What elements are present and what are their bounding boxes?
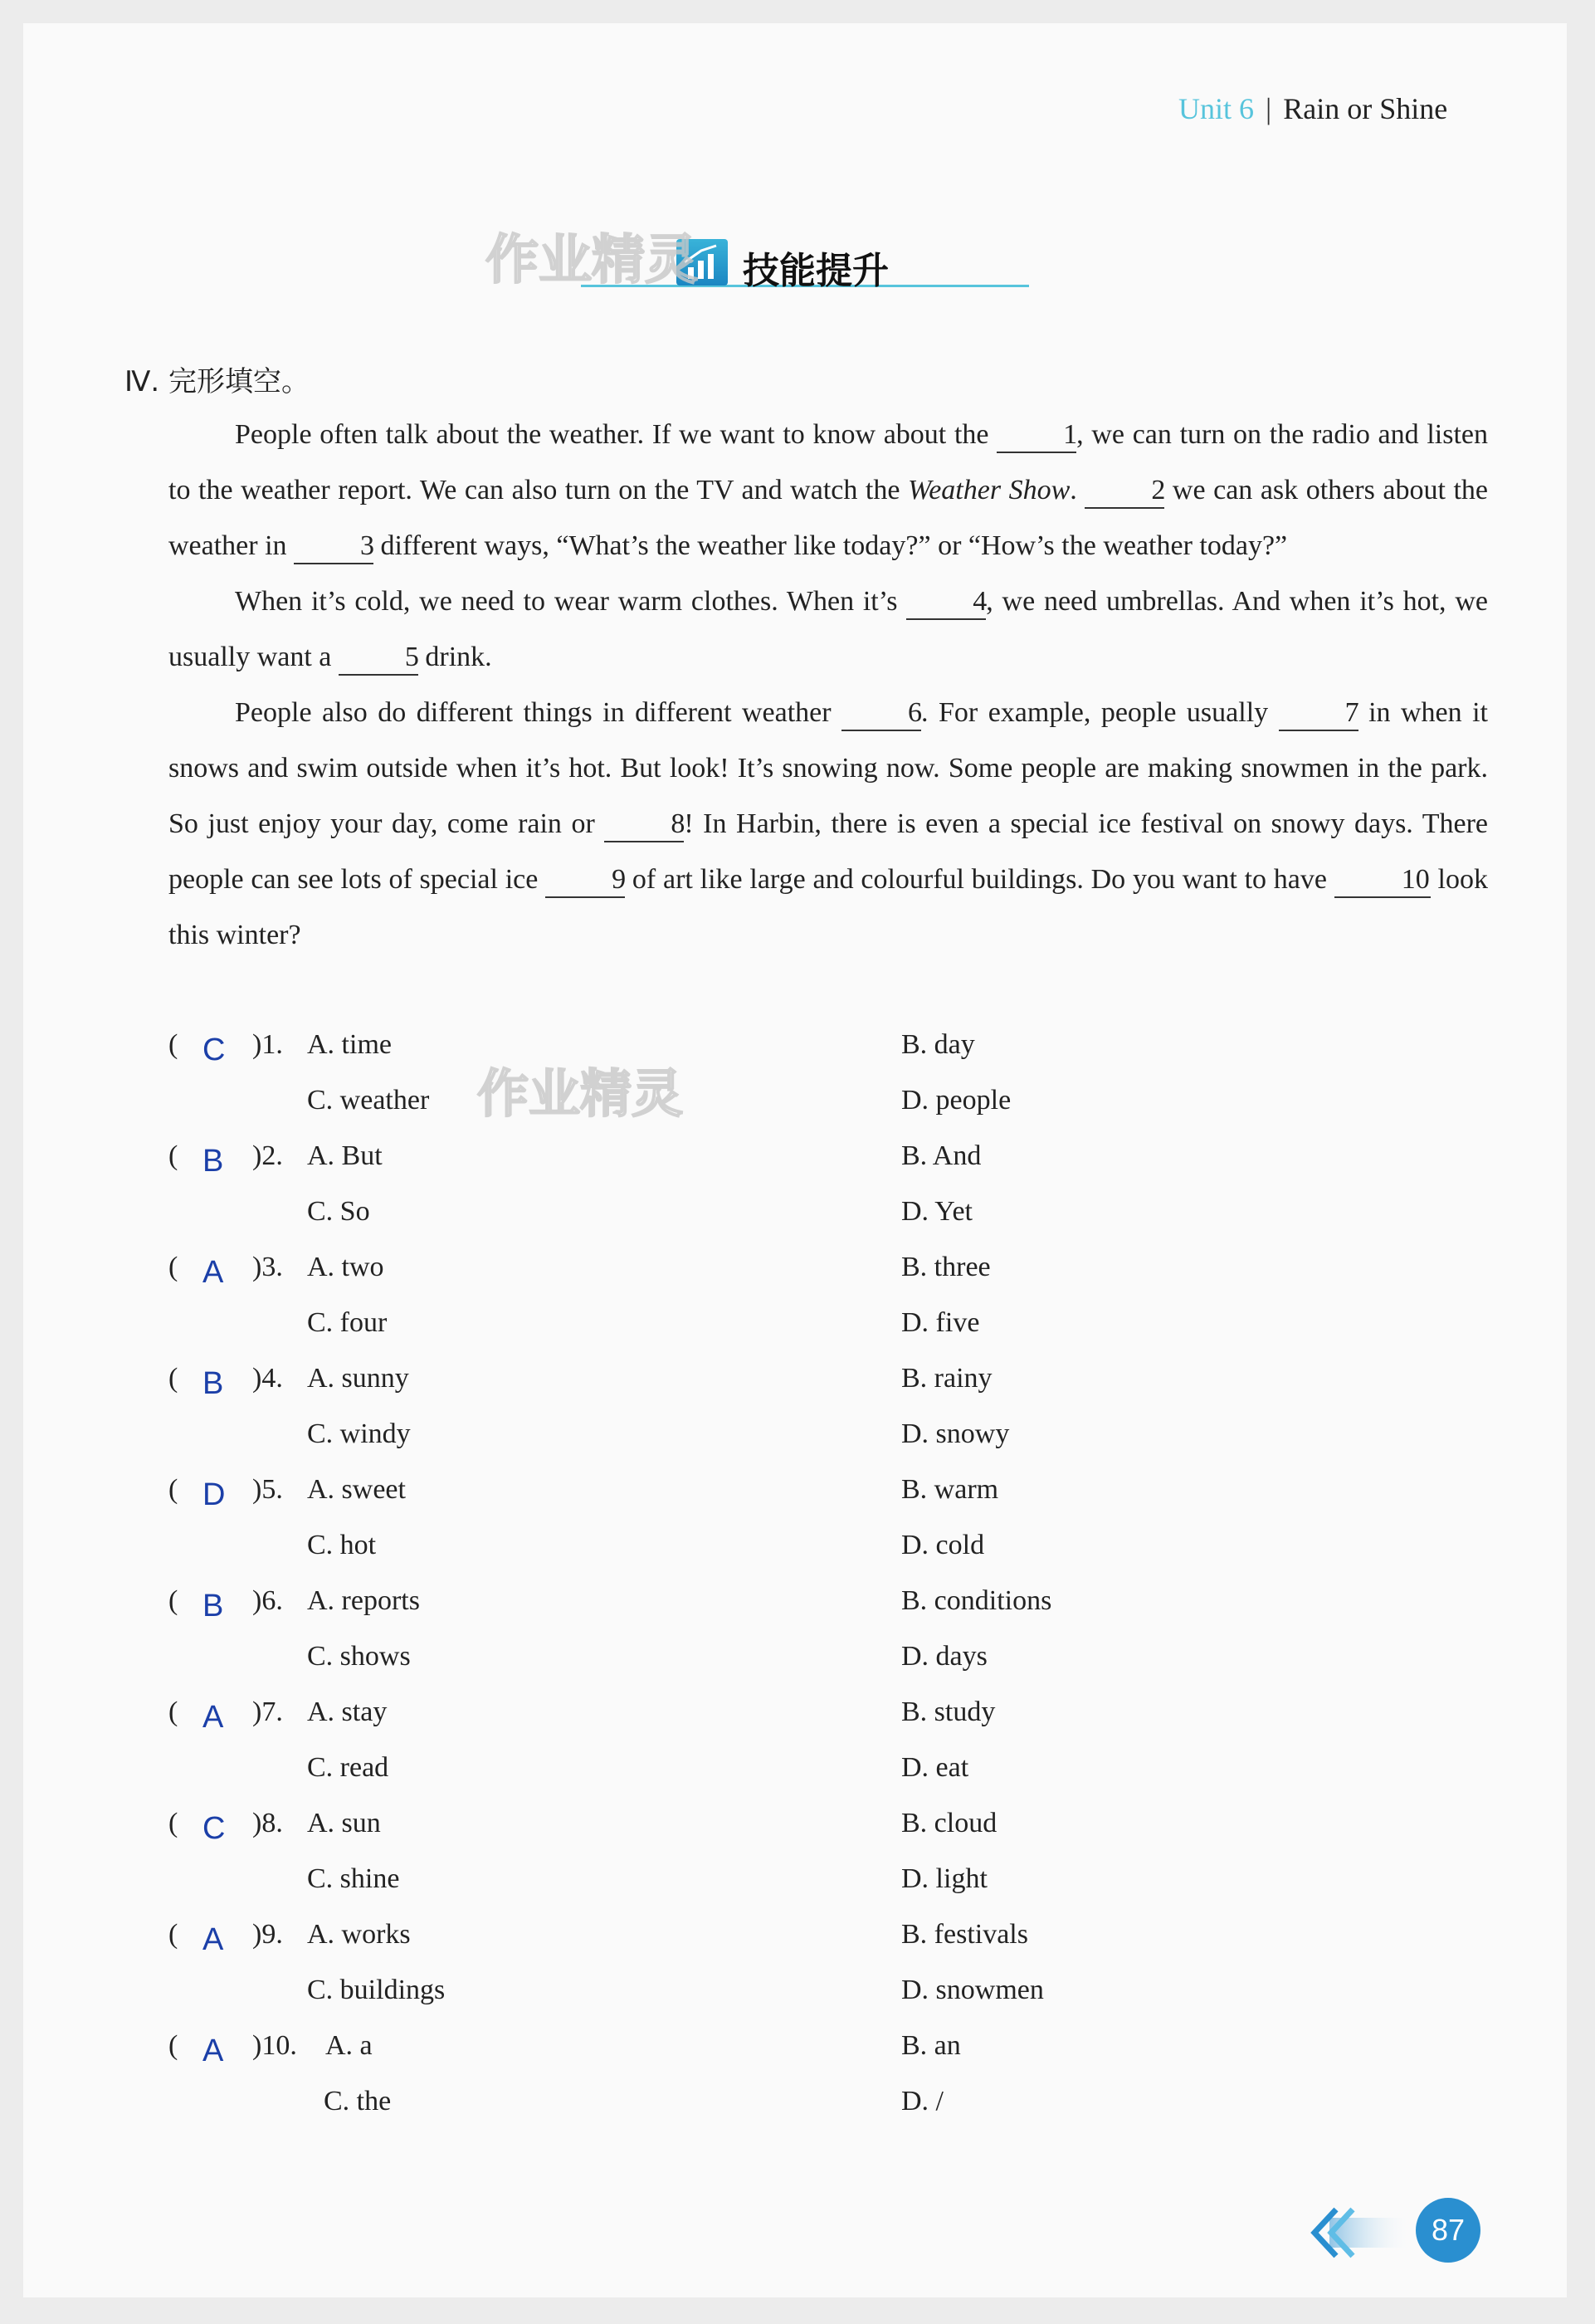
question-row-2 — [0, 1418, 1595, 1474]
blank-8: 8 — [604, 808, 684, 842]
paragraph-2: When it’s cold, we need to wear warm clothes. When it’s 4, we need umbrellas. And when it’s hot, we usually want a 5 drink. — [168, 574, 1488, 685]
question-row — [0, 1252, 1595, 1307]
passage — [168, 407, 1488, 963]
paren-open: ( — [168, 1029, 178, 1060]
question-row-2 — [0, 1085, 1595, 1140]
option-b: B. cloud — [901, 1808, 997, 1838]
answer-letter: A — [202, 2034, 224, 2068]
question-row — [0, 1919, 1595, 1975]
option-b: B. study — [901, 1697, 996, 1727]
question-row — [0, 1585, 1595, 1641]
option-b: B. rainy — [901, 1363, 993, 1394]
answer-letter: C — [202, 1811, 226, 1846]
chevron-left-icon — [1305, 2200, 1412, 2266]
option-c: C. shine — [307, 1863, 400, 1894]
watermark: 作业精灵 — [485, 230, 698, 291]
blank-1: 1 — [997, 418, 1076, 453]
option-d: D. / — [901, 2086, 944, 2116]
question-row — [0, 1808, 1595, 1863]
blank-7: 7 — [1279, 696, 1358, 731]
paren-open: ( — [168, 1140, 178, 1171]
option-a: A. reports — [307, 1585, 420, 1616]
paren-open: ( — [168, 2030, 178, 2061]
question-row-2 — [0, 1752, 1595, 1808]
question-row — [0, 2030, 1595, 2086]
answer-letter: C — [202, 1033, 226, 1067]
blank-4: 4 — [906, 585, 986, 620]
option-d: D. light — [901, 1863, 988, 1894]
option-b: B. festivals — [901, 1919, 1028, 1950]
paren-open: ( — [168, 1919, 178, 1950]
paren-close-number: )5. — [252, 1474, 283, 1505]
blank-5: 5 — [339, 641, 418, 676]
answer-letter: D — [202, 1477, 226, 1512]
option-b: B. an — [901, 2030, 961, 2061]
option-a: A. a — [325, 2030, 373, 2061]
option-a: A. time — [307, 1029, 392, 1060]
answer-letter: B — [202, 1144, 224, 1179]
blank-9: 9 — [545, 863, 625, 898]
paren-close-number: )10. — [252, 2030, 297, 2061]
option-c: C. the — [324, 2086, 392, 2116]
page-number: 87 — [1416, 2198, 1480, 2263]
option-d: D. people — [901, 1085, 1012, 1116]
question-row-2 — [0, 1530, 1595, 1585]
question-row — [0, 1363, 1595, 1418]
paren-open: ( — [168, 1474, 178, 1505]
option-d: D. days — [901, 1641, 988, 1672]
paren-open: ( — [168, 1363, 178, 1394]
answer-letter: A — [202, 1255, 224, 1290]
option-c: C. weather — [307, 1085, 430, 1116]
blank-2: 2 — [1085, 474, 1164, 509]
answer-letter: A — [202, 1700, 224, 1735]
paren-close-number: )9. — [252, 1919, 283, 1950]
option-a: A. But — [307, 1140, 383, 1171]
question-row — [0, 1140, 1595, 1196]
answer-letter: B — [202, 1366, 224, 1401]
option-d: D. cold — [901, 1530, 985, 1560]
option-c: C. shows — [307, 1641, 411, 1672]
paren-close-number: )4. — [252, 1363, 283, 1394]
question-row-2 — [0, 1307, 1595, 1363]
option-c: C. four — [307, 1307, 388, 1338]
question-row-2 — [0, 1863, 1595, 1919]
answer-letter: A — [202, 1922, 224, 1957]
page-header — [1178, 91, 1447, 126]
option-a: A. sun — [307, 1808, 381, 1838]
option-d: D. Yet — [901, 1196, 973, 1227]
question-row — [0, 1029, 1595, 1085]
unit-label: Unit 6 — [1178, 92, 1255, 125]
exercise-heading: Ⅳ. 完形填空。 — [124, 365, 310, 398]
watermark: 作业精灵 — [477, 1063, 684, 1124]
option-c: C. read — [307, 1752, 389, 1783]
paren-close-number: )8. — [252, 1808, 283, 1838]
paren-close-number: )7. — [252, 1697, 283, 1727]
option-b: B. day — [901, 1029, 975, 1060]
blank-3: 3 — [294, 530, 373, 564]
option-c: C. buildings — [307, 1975, 446, 2005]
option-b: B. three — [901, 1252, 991, 1282]
option-c: C. windy — [307, 1418, 411, 1449]
question-row — [0, 1697, 1595, 1752]
paren-close-number: )6. — [252, 1585, 283, 1616]
weather-show-title: Weather Show — [908, 475, 1071, 505]
section-title-text: 技能提升 — [743, 250, 889, 292]
paragraph-1: People often talk about the weather. If we want to know about the 1, we can turn on the radio and listen to the weather report. We can also turn on the TV and watch the Weather Show. 2 we can ask others about the weather in 3 different ways, “What’s the weather like today?” or “How’s the weather today?” — [168, 407, 1488, 574]
option-d: D. five — [901, 1307, 980, 1338]
paren-close-number: )1. — [252, 1029, 283, 1060]
question-row-2 — [0, 2086, 1595, 2141]
paren-open: ( — [168, 1252, 178, 1282]
option-b: B. warm — [901, 1474, 999, 1505]
option-d: D. snowmen — [901, 1975, 1044, 2005]
question-row-2 — [0, 1975, 1595, 2030]
option-a: A. stay — [307, 1697, 388, 1727]
option-a: A. two — [307, 1252, 384, 1282]
option-d: D. snowy — [901, 1418, 1010, 1449]
option-d: D. eat — [901, 1752, 969, 1783]
unit-title: Rain or Shine — [1283, 92, 1448, 125]
option-b: B. conditions — [901, 1585, 1052, 1616]
question-row-2 — [0, 1196, 1595, 1252]
paren-close-number: )3. — [252, 1252, 283, 1282]
blank-6: 6 — [841, 696, 921, 731]
paragraph-3: People also do different things in different weather 6. For example, people usually 7 in when it snows and swim outside when it’s hot. But look! It’s snowing now. Some people are making snowmen in the park. So just enjoy your day, come rain or 8! In Harbin, there is even a special ice festival on snowy days. There people can see lots of special ice 9 of art like large and colourful buildings. Do you want to have 10 look this winter? — [168, 697, 1489, 950]
option-c: C. hot — [307, 1530, 377, 1560]
paren-open: ( — [168, 1808, 178, 1838]
paren-open: ( — [168, 1697, 178, 1727]
blank-10: 10 — [1334, 863, 1431, 898]
option-c: C. So — [307, 1196, 370, 1227]
header-separator: | — [1266, 92, 1272, 125]
question-row — [0, 1474, 1595, 1530]
answer-letter: B — [202, 1589, 224, 1623]
option-a: A. works — [307, 1919, 411, 1950]
paren-close-number: )2. — [252, 1140, 283, 1171]
option-a: A. sweet — [307, 1474, 406, 1505]
question-row-2 — [0, 1641, 1595, 1697]
option-b: B. And — [901, 1140, 982, 1171]
option-a: A. sunny — [307, 1363, 409, 1394]
paren-open: ( — [168, 1585, 178, 1616]
